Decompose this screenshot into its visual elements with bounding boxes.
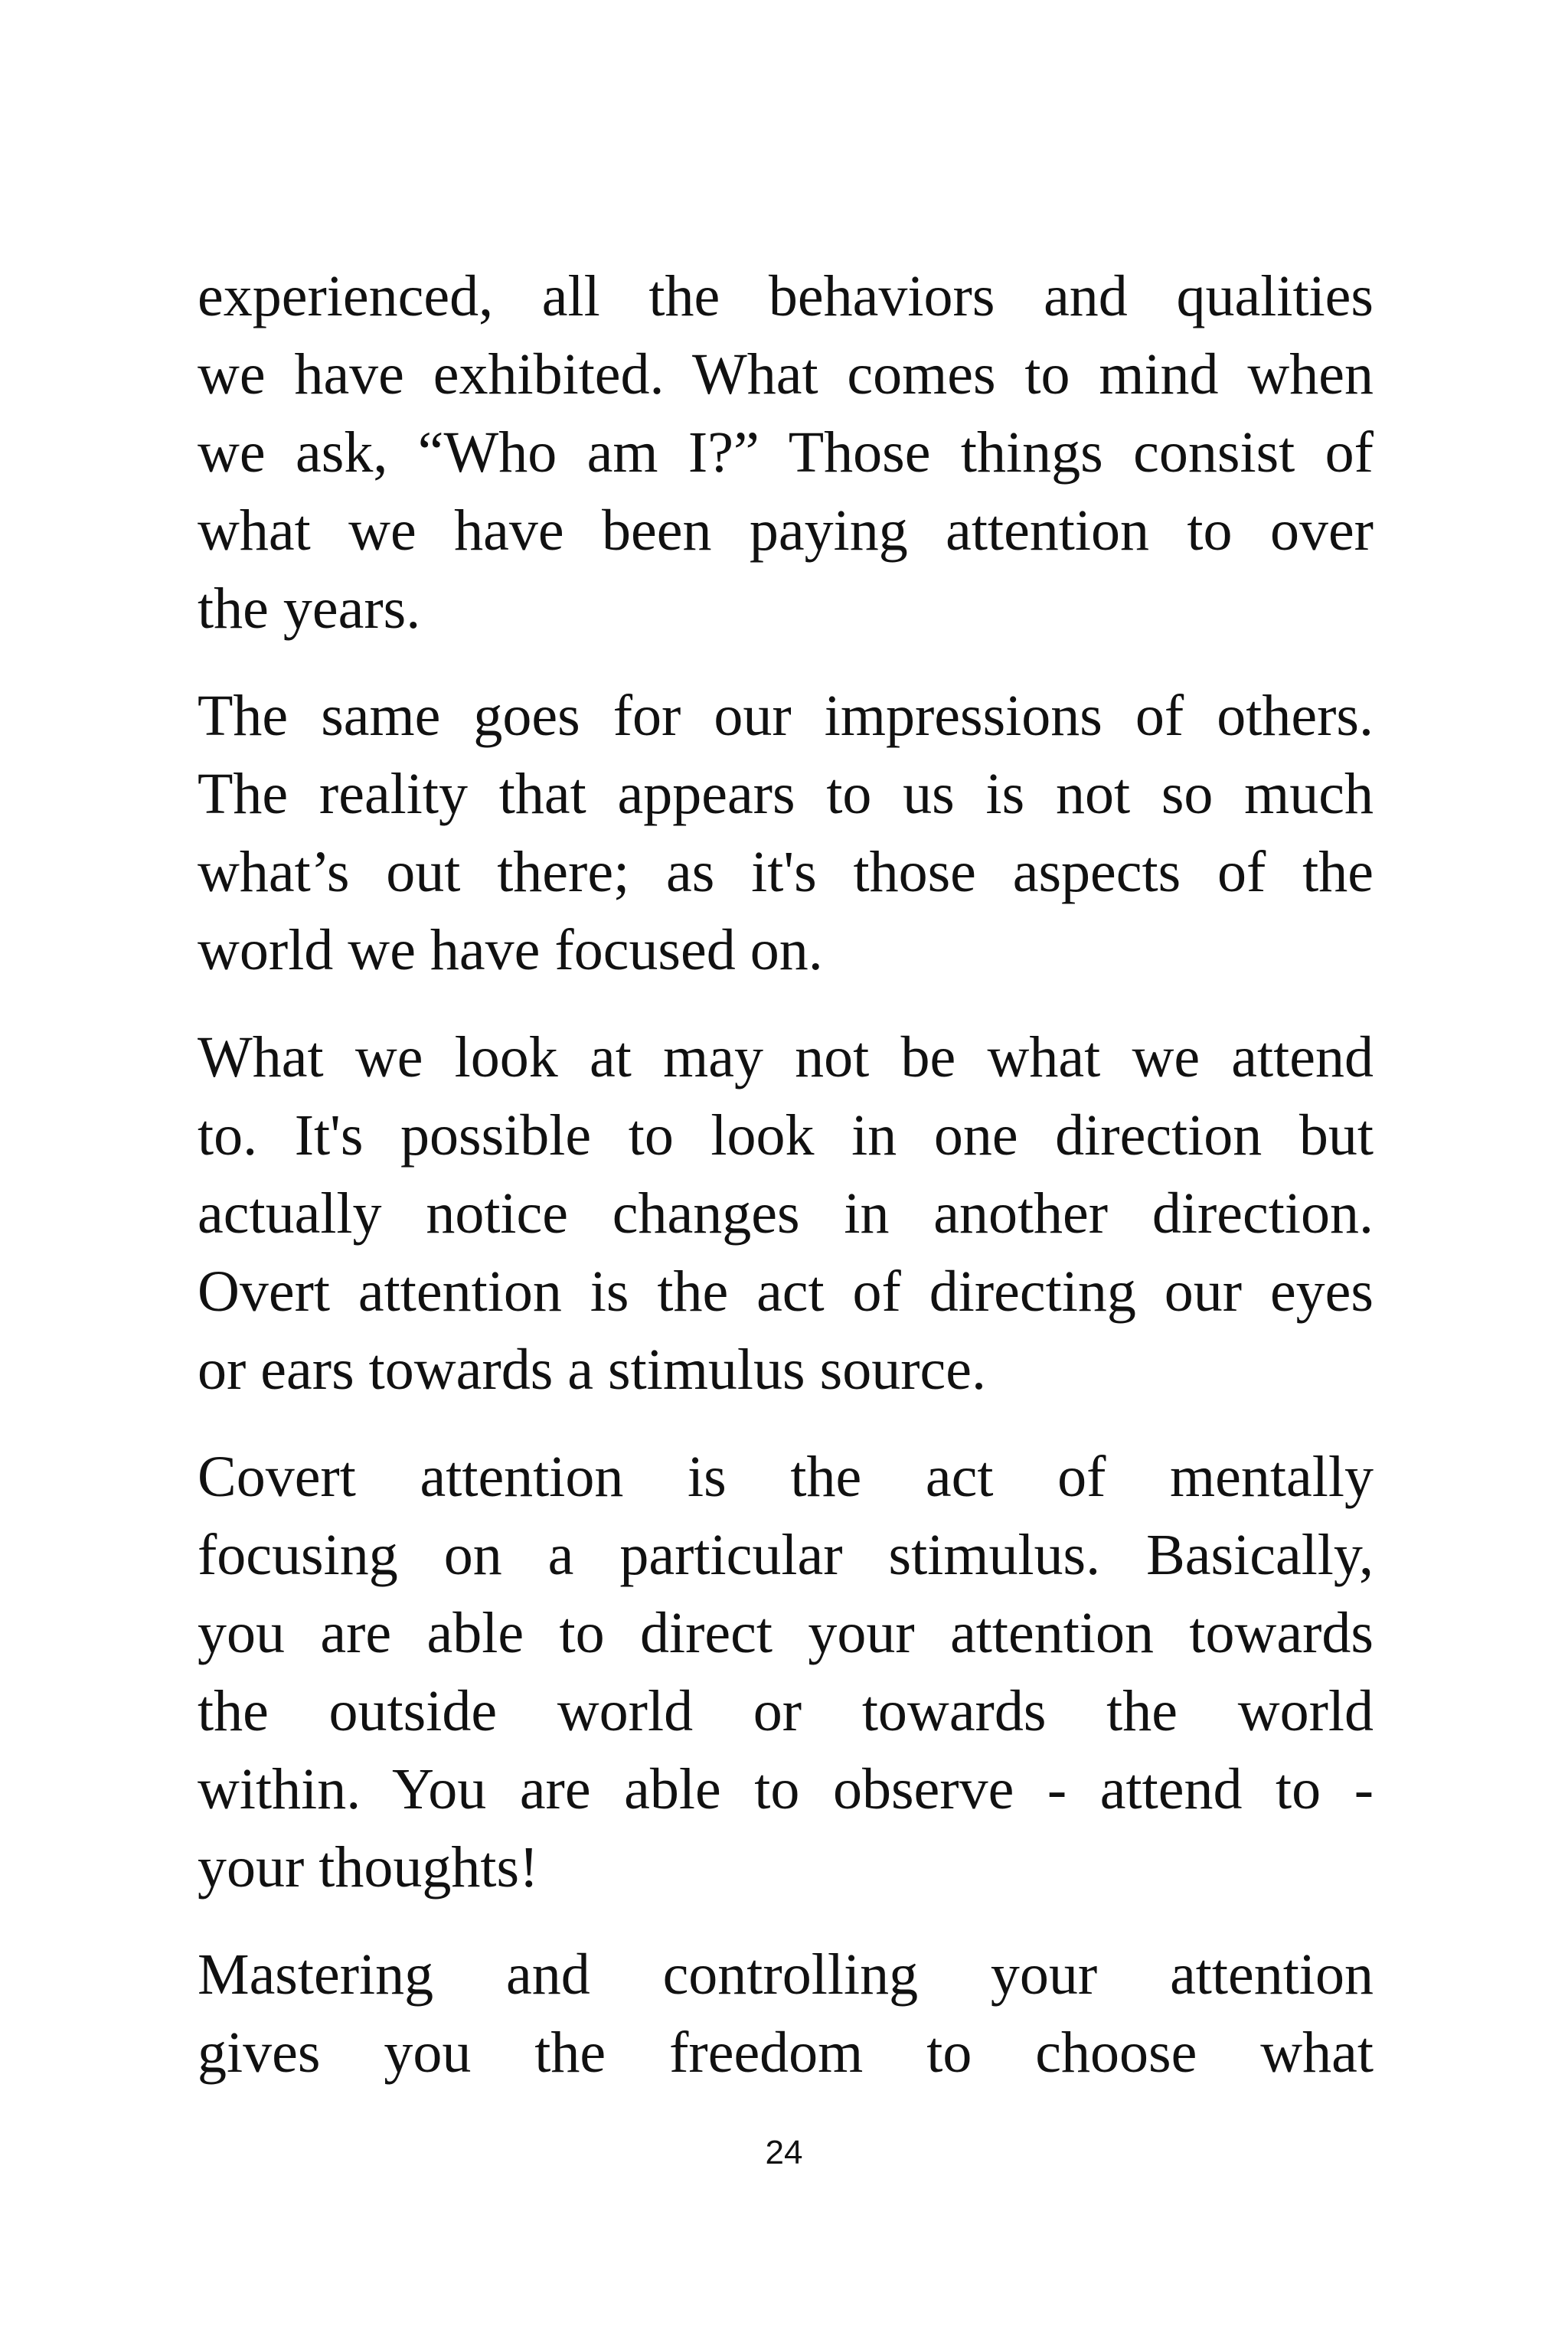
text-line: world we have focused on. [198,918,823,982]
paragraph-1 [198,257,1374,648]
text-line: experienced, all the behaviors and qualities [198,264,1374,328]
text-line: to. It's possible to look in one direction but [198,1103,1374,1168]
text-line: we ask, “Who am I?” Those things consist of [198,420,1374,485]
text-line: actually notice changes in another direction. [198,1181,1374,1246]
text-line: focusing on a particular stimulus. Basically, [198,1523,1374,1587]
text-line: you are able to direct your attention towards [198,1601,1374,1665]
paragraph-3 [198,1018,1374,1409]
text-line: what we have been paying attention to over [198,498,1374,563]
text-line: The reality that appears to us is not so much [198,762,1374,826]
text-line: we have exhibited. What comes to mind when [198,342,1374,407]
paragraph-5 [198,1936,1374,2092]
text-line: Mastering and controlling your attention [198,1942,1374,2007]
text-line: or ears towards a stimulus source. [198,1338,986,1402]
paragraph-4 [198,1438,1374,1906]
page-number: 24 [765,2134,803,2171]
text-line: Covert attention is the act of mentally [198,1445,1374,1509]
text-line: gives you the freedom to choose what [198,2020,1374,2085]
text-line: the outside world or towards the world [198,1679,1374,1743]
paragraph-2 [198,677,1374,989]
text-line: What we look at may not be what we attend [198,1025,1374,1089]
text-line: The same goes for our impressions of others. [198,684,1374,748]
text-line: Overt attention is the act of directing our eyes [198,1259,1374,1324]
text-line: what’s out there; as it's those aspects of the [198,840,1374,904]
text-line: within. You are able to observe - attend to - [198,1757,1374,1821]
text-line: your thoughts! [198,1835,539,1900]
body-text [198,257,1374,2121]
text-line: the years. [198,577,421,641]
